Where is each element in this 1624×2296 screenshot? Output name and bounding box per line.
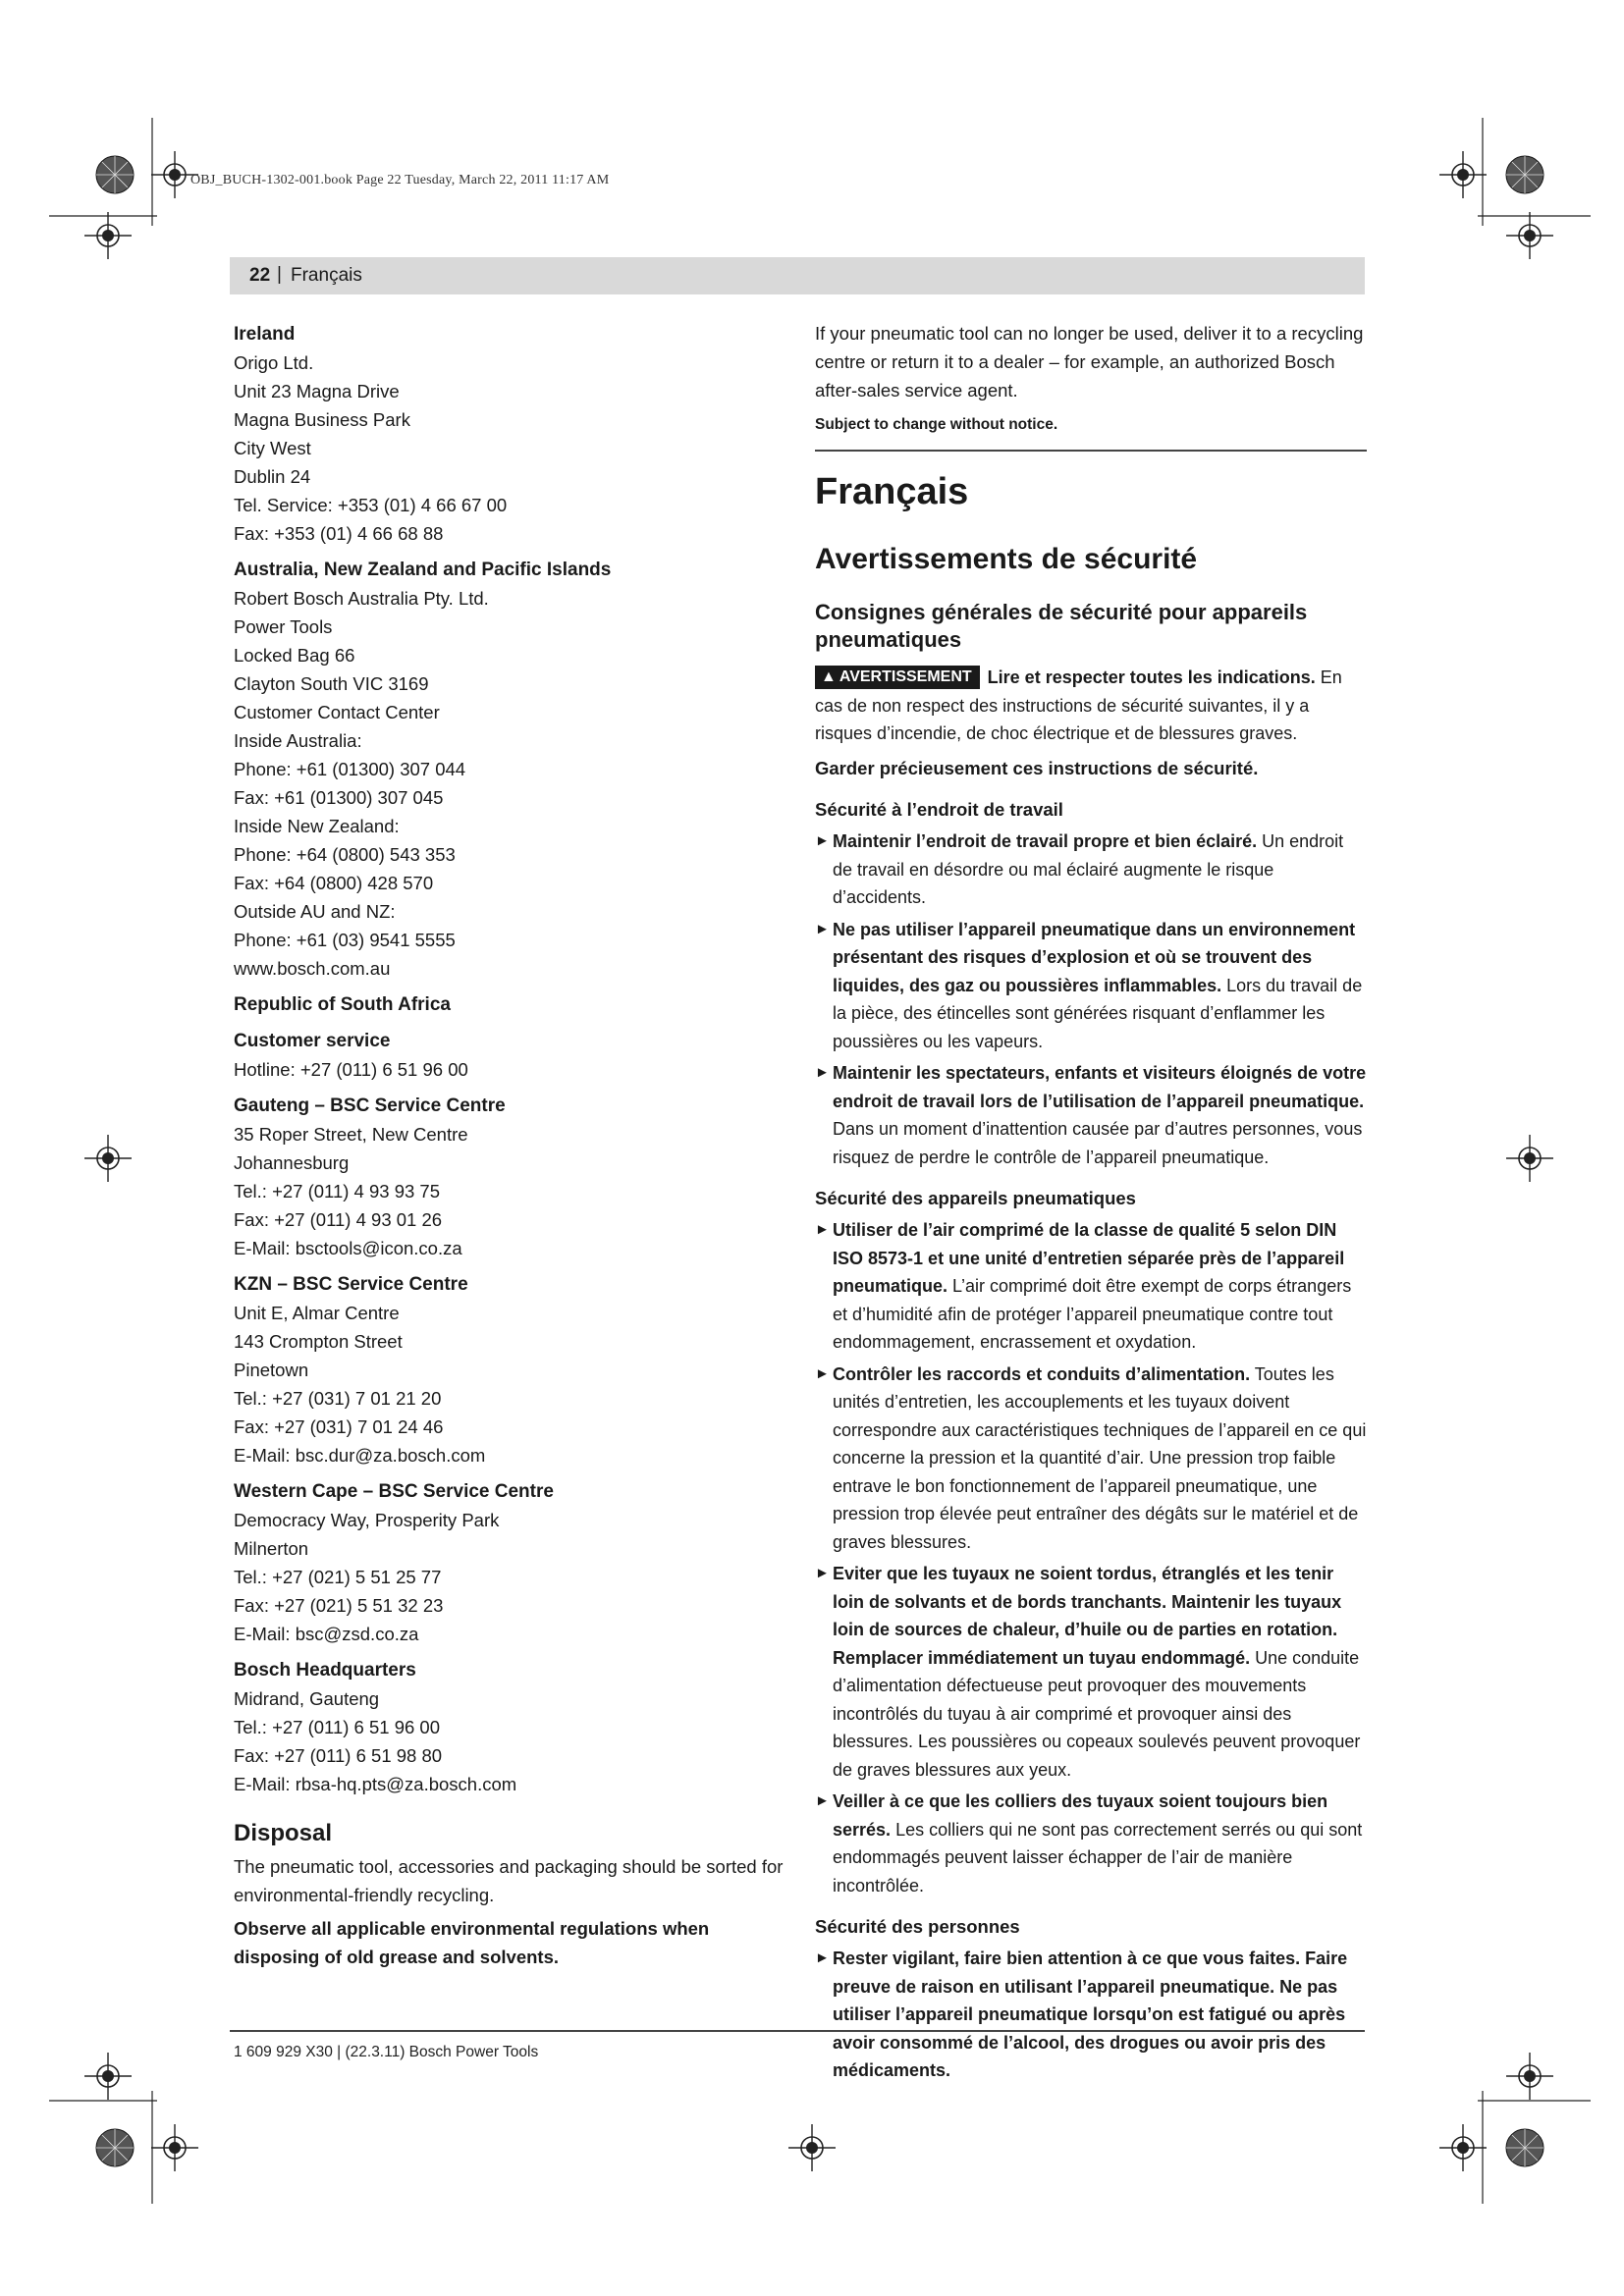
australia-address bbox=[234, 584, 784, 983]
crop-mark-top-right bbox=[1439, 118, 1591, 259]
address-line: Tel.: +27 (011) 4 93 93 75 bbox=[234, 1181, 440, 1201]
persons-heading: Sécurité des personnes bbox=[815, 1916, 1020, 1938]
triangle-right-icon: ► bbox=[815, 1792, 830, 1810]
address-line: Tel.: +27 (031) 7 01 21 20 bbox=[234, 1388, 442, 1409]
crop-mark-top-left bbox=[49, 118, 198, 259]
address-line: Inside New Zealand: bbox=[234, 816, 400, 836]
address-line: 35 Roper Street, New Centre bbox=[234, 1124, 468, 1145]
address-line: Hotline: +27 (011) 6 51 96 00 bbox=[234, 1059, 468, 1080]
address-line: Pinetown bbox=[234, 1360, 309, 1380]
address-line: Fax: +27 (011) 6 51 98 80 bbox=[234, 1745, 443, 1766]
address-line: Robert Bosch Australia Pty. Ltd. bbox=[234, 588, 489, 609]
registration-mark-icon bbox=[84, 212, 132, 259]
address-line: Inside Australia: bbox=[234, 730, 362, 751]
registration-mark-icon bbox=[788, 2124, 836, 2171]
page-header bbox=[230, 257, 1365, 294]
address-line: Johannesburg bbox=[234, 1152, 350, 1173]
subsection-title: Consignes générales de sécurité pour appareils pneumatiques bbox=[815, 600, 1308, 653]
registration-mark-icon bbox=[151, 2124, 198, 2171]
section-title: Avertissements de sécurité bbox=[815, 543, 1198, 576]
keep-instructions: Garder précieusement ces instructions de sécurité. bbox=[815, 757, 1259, 778]
address-line: City West bbox=[234, 438, 311, 458]
address-line: Unit 23 Magna Drive bbox=[234, 381, 400, 401]
email-link[interactable]: E-Mail: rbsa-hq.pts@za.bosch.com bbox=[234, 1774, 517, 1794]
address-line: Fax: +27 (021) 5 51 32 23 bbox=[234, 1595, 444, 1616]
address-line: 143 Crompton Street bbox=[234, 1331, 403, 1352]
address-line: Locked Bag 66 bbox=[234, 645, 355, 666]
triangle-right-icon: ► bbox=[815, 1221, 830, 1239]
registration-mark-icon bbox=[1439, 2124, 1487, 2171]
list-item bbox=[815, 916, 1367, 1056]
list-item bbox=[815, 1945, 1367, 2085]
triangle-right-icon: ► bbox=[815, 832, 830, 850]
address-line: Tel.: +27 (021) 5 51 25 77 bbox=[234, 1567, 442, 1587]
triangle-right-icon: ► bbox=[815, 1565, 830, 1582]
gauteng-heading: Gauteng – BSC Service Centre bbox=[234, 1095, 506, 1116]
list-item bbox=[815, 1560, 1367, 1784]
ireland-address bbox=[234, 348, 784, 548]
email-link[interactable]: E-Mail: bsc@zsd.co.za bbox=[234, 1624, 419, 1644]
warning-paragraph bbox=[815, 664, 1367, 748]
list-item bbox=[815, 1788, 1367, 1899]
address-line: Origo Ltd. bbox=[234, 352, 314, 373]
item-text: Les colliers qui ne sont pas correctement serrés ou qui sont endommagés peuvent laisser échapper de l’air de manière incontrôlée. bbox=[833, 1819, 1363, 1896]
customer-service-address bbox=[234, 1055, 784, 1084]
address-line: Fax: +61 (01300) 307 045 bbox=[234, 787, 444, 808]
recycling-text: If your pneumatic tool can no longer be used, deliver it to a recycling centre or return it to a dealer – for example, an authorized Bosch after-sales service agent. bbox=[815, 323, 1364, 400]
warning-text: En cas de non respect des instructions de sécurité suivantes, il y a risques d’incendie, de choc électrique et de blessures graves. bbox=[815, 667, 1342, 744]
list-item bbox=[815, 828, 1367, 912]
list-item bbox=[815, 1361, 1367, 1557]
address-line: Midrand, Gauteng bbox=[234, 1688, 380, 1709]
item-text: Lors du travail de la pièce, des étincelles sont générées risquant d’enflammer les poussières ou les vapeurs. bbox=[833, 975, 1363, 1051]
item-bold: Maintenir les spectateurs, enfants et visiteurs éloignés de votre endroit de travail lors de l’utilisation de l’appareil pneumatique. bbox=[833, 1063, 1367, 1111]
color-dial-icon bbox=[1506, 2129, 1543, 2166]
header-language: Français bbox=[291, 265, 362, 286]
website-link[interactable]: www.bosch.com.au bbox=[234, 958, 391, 979]
gauteng-address bbox=[234, 1120, 784, 1262]
address-line: Phone: +61 (03) 9541 5555 bbox=[234, 930, 456, 950]
page-footer: 1 609 929 X30 | (22.3.11) Bosch Power Tools bbox=[234, 2044, 539, 2060]
australia-heading: Australia, New Zealand and Pacific Islands bbox=[234, 560, 612, 580]
registration-mark-icon bbox=[84, 2053, 132, 2100]
item-bold: Eviter que les tuyaux ne soient tordus, étranglés et les tenir loin de solvants et de bords tranchants. Maintenir les tuyaux loin de sources de chaleur, d’huile ou de parties en rotation. Remplacer immédiatement un tuyau endommagé. bbox=[833, 1564, 1342, 1668]
kzn-address bbox=[234, 1299, 784, 1469]
triangle-right-icon: ► bbox=[815, 1949, 830, 1967]
triangle-right-icon: ► bbox=[815, 1364, 830, 1382]
warning-bold: Lire et respecter toutes les indications. bbox=[987, 667, 1316, 688]
south-africa-heading: Republic of South Africa bbox=[234, 994, 451, 1015]
subject-note: Subject to change without notice. bbox=[815, 416, 1058, 434]
address-line: Magna Business Park bbox=[234, 409, 410, 430]
address-line: Unit E, Almar Centre bbox=[234, 1303, 400, 1323]
triangle-right-icon: ► bbox=[815, 1064, 830, 1082]
crop-mark-bottom-right bbox=[1439, 2053, 1591, 2204]
list-item bbox=[815, 1059, 1367, 1171]
address-line: Fax: +27 (011) 4 93 01 26 bbox=[234, 1209, 443, 1230]
triangle-right-icon: ► bbox=[815, 920, 830, 937]
disposal-bold-text: Observe all applicable environmental regulations when disposing of old grease and solvents. bbox=[234, 1917, 710, 1968]
language-title: Français bbox=[815, 471, 969, 513]
color-dial-icon bbox=[1506, 156, 1543, 193]
item-bold: Utiliser de l’air comprimé de la classe de qualité 5 selon DIN ISO 8573-1 et une unité d’entretien séparée près de l’appareil pneumatique. bbox=[833, 1220, 1345, 1297]
header-separator: | bbox=[277, 264, 282, 285]
address-line: Phone: +61 (01300) 307 044 bbox=[234, 759, 466, 779]
address-line: Milnerton bbox=[234, 1538, 309, 1559]
address-line: Clayton South VIC 3169 bbox=[234, 673, 429, 694]
address-line: Tel. Service: +353 (01) 4 66 67 00 bbox=[234, 495, 508, 515]
email-link[interactable]: E-Mail: bsctools@icon.co.za bbox=[234, 1238, 462, 1258]
pneumatic-heading: Sécurité des appareils pneumatiques bbox=[815, 1188, 1136, 1209]
section-divider bbox=[815, 450, 1367, 452]
print-info: OBJ_BUCH-1302-001.book Page 22 Tuesday, March 22, 2011 11:17 AM bbox=[190, 173, 610, 187]
western-cape-heading: Western Cape – BSC Service Centre bbox=[234, 1481, 554, 1502]
color-dial-icon bbox=[96, 156, 134, 193]
item-bold: Veiller à ce que les colliers des tuyaux soient toujours bien serrés. bbox=[833, 1791, 1328, 1840]
item-bold: Rester vigilant, faire bien attention à ce que vous faites. Faire preuve de raison en utilisant l’appareil pneumatique. Ne pas utiliser l’appareil pneumatique lorsqu’on est fatigué ou après avoir consommé de l’alcool, des drogues ou avoir pris des médicaments. bbox=[833, 1949, 1348, 2081]
item-bold: Ne pas utiliser l’appareil pneumatique dans un environnement présentant des risques d’explosion et où se trouvent des liquides, des gaz ou poussières inflammables. bbox=[833, 919, 1356, 995]
address-line: Customer Contact Center bbox=[234, 702, 440, 722]
item-text: Un endroit de travail en désordre ou mal éclairé augmente le risque d’accidents. bbox=[833, 831, 1344, 908]
item-text: L’air comprimé doit être exempt de corps étrangers et d’humidité afin de protéger l’appareil pneumatique contre tout endommagement, encrassement et oxydation. bbox=[833, 1276, 1352, 1353]
ireland-heading: Ireland bbox=[234, 324, 296, 345]
registration-mark-icon bbox=[1506, 1135, 1553, 1182]
kzn-heading: KZN – BSC Service Centre bbox=[234, 1274, 468, 1295]
footer-divider bbox=[230, 2030, 1365, 2032]
warning-badge-label: AVERTISSEMENT bbox=[839, 668, 972, 686]
warning-triangle-icon: ▲ bbox=[821, 668, 837, 686]
disposal-text: The pneumatic tool, accessories and packaging should be sorted for environmental-friendly recycling. bbox=[234, 1856, 784, 1905]
address-line: Fax: +27 (031) 7 01 24 46 bbox=[234, 1416, 444, 1437]
email-link[interactable]: E-Mail: bsc.dur@za.bosch.com bbox=[234, 1445, 486, 1466]
western-cape-address bbox=[234, 1506, 784, 1648]
item-text: Dans un moment d’inattention causée par d’autres personnes, vous risquez de perdre le contrôle de l’appareil pneumatique. bbox=[833, 1119, 1363, 1167]
item-bold: Contrôler les raccords et conduits d’alimentation. bbox=[833, 1363, 1251, 1384]
address-line: Tel.: +27 (011) 6 51 96 00 bbox=[234, 1717, 440, 1737]
address-line: Power Tools bbox=[234, 616, 333, 637]
registration-mark-icon bbox=[1506, 2053, 1553, 2100]
list-item bbox=[815, 1216, 1367, 1357]
address-line: Dublin 24 bbox=[234, 466, 311, 487]
headquarters-heading: Bosch Headquarters bbox=[234, 1660, 416, 1681]
customer-service-heading: Customer service bbox=[234, 1031, 391, 1051]
workplace-heading: Sécurité à l’endroit de travail bbox=[815, 799, 1063, 821]
registration-mark-icon bbox=[84, 1135, 132, 1182]
address-line: Phone: +64 (0800) 543 353 bbox=[234, 844, 456, 865]
address-line: Democracy Way, Prosperity Park bbox=[234, 1510, 500, 1530]
address-line: Outside AU and NZ: bbox=[234, 901, 396, 922]
address-line: Fax: +64 (0800) 428 570 bbox=[234, 873, 434, 893]
left-column bbox=[234, 320, 784, 1972]
item-bold: Maintenir l’endroit de travail propre et bien éclairé. bbox=[833, 831, 1258, 852]
warning-badge bbox=[815, 666, 980, 689]
disposal-heading: Disposal bbox=[234, 1820, 333, 1846]
registration-mark-icon bbox=[1439, 151, 1487, 198]
right-column bbox=[815, 320, 1367, 2089]
item-text: Toutes les unités d’entretien, les accouplements et les tuyaux doivent correspondre aux caractéristiques techniques de l’appareil en ce qui concerne la pression et la quantité d’air. Une pression trop faible entrave le bon fonctionnement de l’appareil pneumatique, une pression trop élevée peut entraîner des dégâts sur le matériel et de graves blessures. bbox=[833, 1363, 1367, 1552]
page-number: 22 bbox=[249, 265, 271, 286]
registration-mark-icon bbox=[1506, 212, 1553, 259]
color-dial-icon bbox=[96, 2129, 134, 2166]
headquarters-address bbox=[234, 1684, 784, 1798]
item-text: Une conduite d’alimentation défectueuse peut provoquer des mouvements incontrôlés du tuyau à air comprimé et provoquer ainsi des blessures. Les poussières ou copeaux soulevés peuvent provoquer de graves blessures aux yeux. bbox=[833, 1647, 1361, 1780]
crop-mark-bottom-left bbox=[49, 2053, 198, 2204]
address-line: Fax: +353 (01) 4 66 68 88 bbox=[234, 523, 444, 544]
